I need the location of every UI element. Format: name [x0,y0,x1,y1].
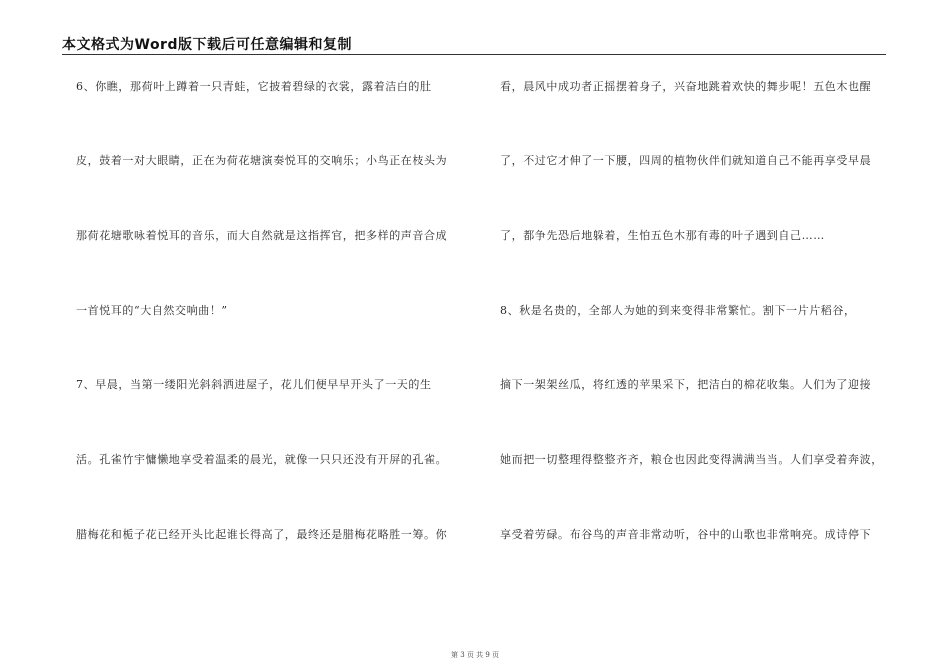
text-line: 摘下一架架丝瓜，将红透的苹果采下，把洁白的棉花收集。人们为了迎接 [500,378,872,391]
text-line: 看，晨风中成功者正摇摆着身子，兴奋地跳着欢快的舞步呢！五色木也醒 [500,80,872,93]
text-line: 6、你瞧，那荷叶上蹲着一只青蛙，它披着碧绿的衣裳，露着洁白的肚 [76,80,432,93]
text-line: 腊梅花和栀子花已经开头比起谁长得高了，最终还是腊梅花略胜一筹。你 [76,528,448,541]
text-line: 了，都争先恐后地躲着，生怕五色木那有毒的叶子遇到自己…… [500,229,825,242]
document-header-title: 本文格式为Word版下载后可任意编辑和复制 [62,37,352,53]
text-line: 她而把一切整理得整整齐齐，粮仓也因此变得满满当当。人们享受着奔波， [500,453,883,466]
text-line: 8、秋是名贵的，全部人为她的到来变得非常繁忙。割下一片片稻谷， [500,304,856,317]
text-line: 一首悦耳的“大自然交响曲！” [76,304,228,317]
text-line: 享受着劳碌。布谷鸟的声音非常动听，谷中的山歌也非常响亮。成诗停下 [500,528,872,541]
page-number-footer: 第 3 页 共 9 页 [450,651,500,659]
header-divider [62,54,886,55]
text-line: 活。孔雀竹宇慵懒地享受着温柔的晨光，就像一只只还没有开屏的孔雀。 [76,453,448,466]
text-line: 了，不过它才伸了一下腰，四周的植物伙伴们就知道自己不能再享受早晨 [500,154,872,167]
text-line: 那荷花塘歌咏着悦耳的音乐，而大自然就是这指挥官，把多样的声音合成 [76,229,448,242]
text-line: 皮，鼓着一对大眼睛，正在为荷花塘演奏悦耳的交响乐；小鸟正在枝头为 [76,154,448,167]
text-line: 7、早晨，当第一缕阳光斜斜洒进屋子，花儿们便早早开头了一天的生 [76,378,432,391]
